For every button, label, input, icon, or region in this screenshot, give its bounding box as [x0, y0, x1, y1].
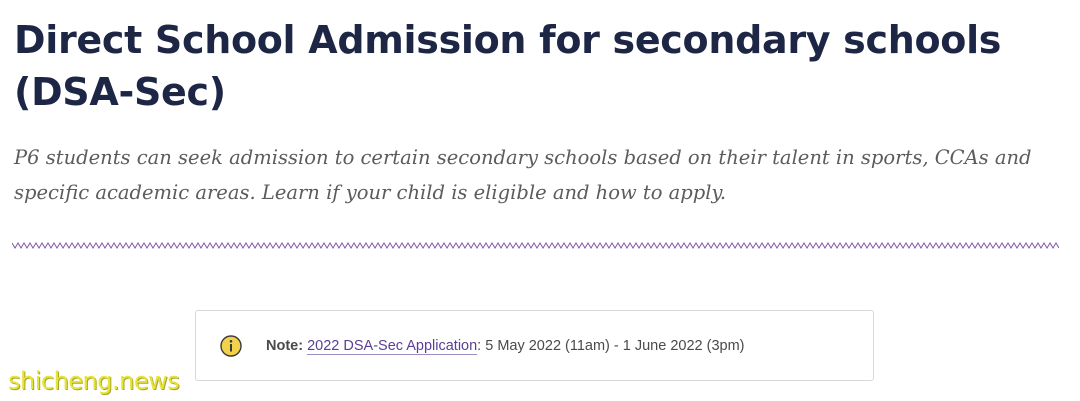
note-text: [266, 335, 744, 357]
note-separator: :: [477, 338, 482, 354]
note-callout: [195, 310, 874, 381]
wavy-divider-line: [12, 243, 1059, 248]
wavy-divider: [12, 240, 1059, 252]
page-subtitle: P6 students can seek admission to certain secondary schools based on their talent in sports, CCAs and specific academic areas. Learn if your child is eligible and how to apply.: [14, 146, 1032, 204]
note-detail: 5 May 2022 (11am) - 1 June 2022 (3pm): [481, 338, 745, 354]
page-title: Direct School Admission for secondary schools (DSA-Sec): [14, 18, 1002, 114]
note-label: Note:: [266, 338, 308, 354]
info-icon: [220, 335, 242, 357]
dsa-application-link[interactable]: 2022 DSA-Sec Application: [307, 338, 478, 354]
watermark: shicheng.news: [8, 367, 180, 395]
